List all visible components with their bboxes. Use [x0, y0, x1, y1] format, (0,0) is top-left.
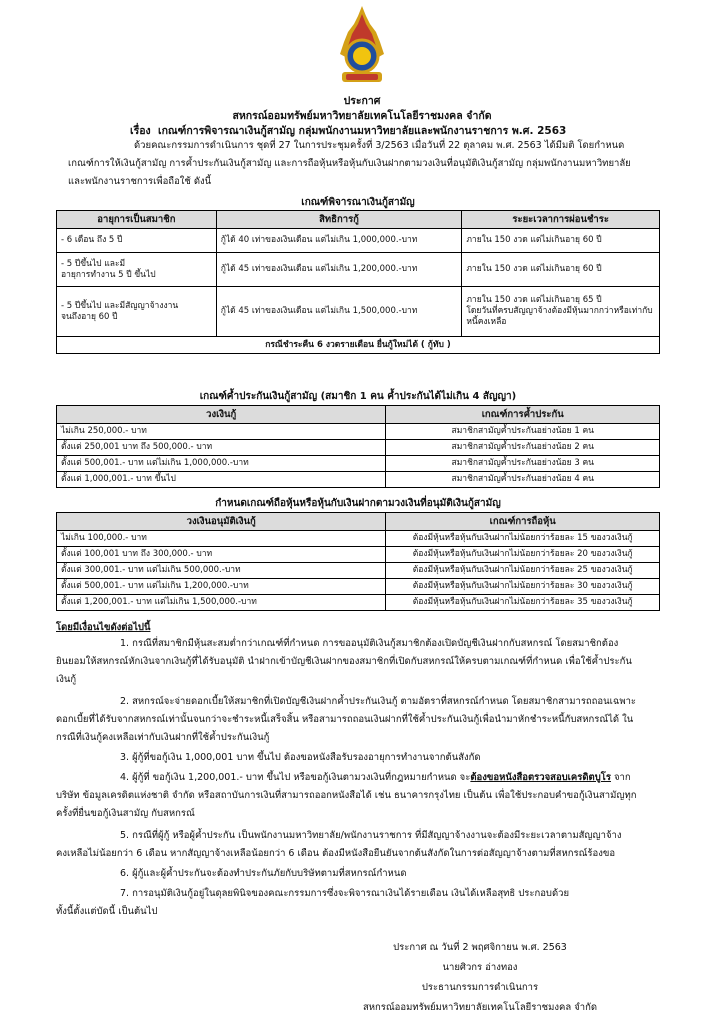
condition-5-line-1: 5. กรณีที่ผู้กู้ หรือผู้ค้ำประกัน เป็นพนักงานมหาวิทยาลัย/พนักงานราชการ ที่มีสัญญาจ้างงานจะต้องมีระยะเวลาตามสัญญาจ้าง: [120, 830, 622, 841]
credit-bureau-emphasis: ต้องขอหนังสือตรวจสอบเครดิตบูโร: [470, 772, 611, 783]
condition-4-line-3: ครั้งที่ยื่นขอกู้เงินสามัญ กับสหกรณ์: [56, 808, 195, 819]
table-row: ตั้งแต่ 100,001 บาท ถึง 300,000.- บาท ต้องมีหุ้นหรือหุ้นกับเงินฝากไม่น้อยกว่าร้อยละ 20 ของวงเงินกู้: [57, 547, 660, 563]
share-holding-table: [56, 512, 660, 611]
conditions-heading: โดยมีเงื่อนไขดังต่อไปนี้: [56, 622, 151, 633]
signature-name: นายศิวกร อ่างทอง: [442, 962, 518, 973]
condition-3: 3. ผู้กู้ที่ขอกู้เงิน 1,000,001 บาท ขึ้นไป ต้องขอหนังสือรับรองอายุการทำงานจากต้นสังกัด: [120, 752, 481, 763]
condition-2-line-2: ดอกเบี้ยที่ได้รับจากสหกรณ์เท่านั้นจนกว่าจะชำระหนี้เสร็จสิ้น หรือสามารถถอนเงินฝากที่ใช้ค้ำประกันเงินกู้เพื่อนำมาหักชำระหนี้กับสหกรณ์ได้ ใน: [56, 714, 634, 725]
table-cell: - 5 ปีขึ้นไป และมี อายุการทำงาน 5 ปี ขึ้นไป: [57, 253, 217, 287]
table-cell: ภายใน 150 งวด แต่ไม่เกินอายุ 60 ปี: [462, 253, 660, 287]
table-row: ไม่เกิน 100,000.- บาท ต้องมีหุ้นหรือหุ้นกับเงินฝากไม่น้อยกว่าร้อยละ 15 ของวงเงินกู้: [57, 531, 660, 547]
signature-date: ประกาศ ณ วันที่ 2 พฤศจิกายน พ.ศ. 2563: [393, 942, 567, 953]
table-row: ตั้งแต่ 1,000,001.- บาท ขึ้นไป สมาชิกสามัญค้ำประกันอย่างน้อย 4 คน: [57, 472, 660, 488]
table1-header-membership: อายุการเป็นสมาชิก: [57, 211, 217, 229]
table-row: [57, 287, 660, 337]
subject-line: [130, 122, 566, 139]
table3-header-amount: วงเงินอนุมัติเงินกู้: [57, 513, 386, 531]
loan-criteria-table: [56, 210, 660, 354]
table3-header-shares: เกณฑ์การถือหุ้น: [386, 513, 660, 531]
table1-footer: กรณีชำระคืน 6 งวดรายเดือน ยื่นกู้ใหม่ได้ ( กู้ทับ ): [57, 337, 660, 354]
condition-5-line-2: คงเหลือไม่น้อยกว่า 6 เดือน หากสัญญาจ้างเหลือน้อยกว่า 6 เดือน ต้องมีหนังสือยืนยันจากต้นสังกัดในการต่อสัญญาจ้างตามที่สหกรณ์ร้องขอ: [56, 848, 616, 859]
intro-line-2: เกณฑ์การให้เงินกู้สามัญ การค้ำประกันเงินกู้สามัญ และการถือหุ้นหรือหุ้นกับเงินฝากตามวงเงินที่อนุมัติเงินกู้สามัญ กลุ่มพนักงานมหาวิทยาลัย: [68, 158, 631, 169]
table-row: ตั้งแต่ 500,001.- บาท แต่ไม่เกิน 1,000,000.-บาท สมาชิกสามัญค้ำประกันอย่างน้อย 3 คน: [57, 456, 660, 472]
subject-label: เรื่อง: [130, 125, 151, 137]
table-cell: ภายใน 150 งวด แต่ไม่เกินอายุ 65 ปี โดยวันที่ครบสัญญาจ้างต้องมีหุ้นมากกว่าหรือเท่ากับ หนี้คงเหลือ: [462, 287, 660, 337]
table2-header-amount: วงเงินกู้: [57, 406, 386, 424]
cooperative-emblem: [336, 6, 388, 90]
condition-6: 6. ผู้กู้และผู้ค้ำประกันจะต้องทำประกันภัยกับบริษัทตามที่สหกรณ์กำหนด: [120, 868, 407, 879]
table-row: ตั้งแต่ 300,001.- บาท แต่ไม่เกิน 500,000.-บาท ต้องมีหุ้นหรือหุ้นกับเงินฝากไม่น้อยกว่าร้อยละ 25 ของวงเงินกู้: [57, 563, 660, 579]
page-title: ประกาศ: [343, 95, 381, 107]
table-cell: - 6 เดือน ถึง 5 ปี: [57, 229, 217, 253]
table-row: ตั้งแต่ 1,200,001.- บาท แต่ไม่เกิน 1,500,000.-บาท ต้องมีหุ้นหรือหุ้นกับเงินฝากไม่น้อยกว่าร้อยละ 35 ของวงเงินกู้: [57, 595, 660, 611]
condition-1-line-1: 1. กรณีที่สมาชิกมีหุ้นสะสมต่ำกว่าเกณฑ์ที่กำหนด การขออนุมัติเงินกู้สมาชิกต้องเปิดบัญชีเงินฝากกับสหกรณ์ โดยสมาชิกต้อง: [120, 638, 619, 649]
table-cell: กู้ได้ 40 เท่าของเงินเดือน แต่ไม่เกิน 1,000,000.-บาท: [216, 229, 462, 253]
signature-org: สหกรณ์ออมทรัพย์มหาวิทยาลัยเทคโนโลยีราชมงคล จำกัด: [362, 1002, 598, 1013]
table-row: ตั้งแต่ 500,001.- บาท แต่ไม่เกิน 1,200,000.-บาท ต้องมีหุ้นหรือหุ้นกับเงินฝากไม่น้อยกว่าร้อยละ 30 ของวงเงินกู้: [57, 579, 660, 595]
table-cell: - 5 ปีขึ้นไป และมีสัญญาจ้างงาน จนถึงอายุ 60 ปี: [57, 287, 217, 337]
emblem-icon: [336, 6, 388, 90]
table2-title: เกณฑ์ค้ำประกันเงินกู้สามัญ (สมาชิก 1 คน ค้ำประกันได้ไม่เกิน 4 สัญญา): [199, 391, 517, 402]
condition-7-line-2: ทั้งนี้ตั้งแต่บัดนี้ เป็นต้นไป: [56, 906, 158, 917]
condition-1-line-3: เงินกู้: [56, 674, 77, 685]
table-row: [57, 253, 660, 287]
condition-2-line-3: กรณีที่เงินกู้คงเหลือเท่ากับเงินฝากที่ใช้ค้ำประกันเงินกู้: [56, 732, 270, 743]
table-row: [57, 229, 660, 253]
table-row: ไม่เกิน 250,000.- บาท สมาชิกสามัญค้ำประกันอย่างน้อย 1 คน: [57, 424, 660, 440]
table-cell: กู้ได้ 45 เท่าของเงินเดือน แต่ไม่เกิน 1,500,000.-บาท: [216, 287, 462, 337]
condition-7-line-1: 7. การอนุมัติเงินกู้อยู่ในดุลยพินิจของคณะกรรมการซึ่งจะพิจารณาเงินได้รายเดือน เงินได้เหลือสุทธิ ประกอบด้วย: [120, 888, 570, 899]
table1-title: เกณฑ์พิจารณาเงินกู้สามัญ: [301, 197, 415, 208]
table1-header-rights: สิทธิการกู้: [216, 211, 462, 229]
intro-line-3: และพนักงานราชการเพื่อถือใช้ ดังนี้: [68, 176, 212, 187]
signature-position: ประธานกรรมการดำเนินการ: [421, 982, 539, 993]
org-name: สหกรณ์ออมทรัพย์มหาวิทยาลัยเทคโนโลยีราชมงคล จำกัด: [232, 110, 492, 122]
condition-4-line-2: บริษัท ข้อมูลเครดิตแห่งชาติ จำกัด หรือสถาบันการเงินที่สามารถออกหนังสือได้ เช่น ธนาคารกรุงไทย เป็นต้น เพื่อใช้ประกอบคำขอกู้เงินสามัญทุก: [56, 790, 637, 801]
subject-text: เกณฑ์การพิจารณาเงินกู้สามัญ กลุ่มพนักงานมหาวิทยาลัยและพนักงานราชการ พ.ศ. 2563: [157, 125, 567, 137]
condition-4-line-1: 4. ผู้กู้ที่ ขอกู้เงิน 1,200,001.- บาท ขึ้นไป หรือขอกู้เงินตามวงเงินที่กฎหมายกำหนด จะต้องขอหนังสือตรวจสอบเครดิตบูโร จาก: [120, 772, 631, 783]
table1-header-repayment: ระยะเวลาการผ่อนชำระ: [462, 211, 660, 229]
guarantor-criteria-table: [56, 405, 660, 488]
table-row: ตั้งแต่ 250,001 บาท ถึง 500,000.- บาท สมาชิกสามัญค้ำประกันอย่างน้อย 2 คน: [57, 440, 660, 456]
table-cell: กู้ได้ 45 เท่าของเงินเดือน แต่ไม่เกิน 1,200,000.-บาท: [216, 253, 462, 287]
intro-line-1: ด้วยคณะกรรมการดำเนินการ ชุดที่ 27 ในการประชุมครั้งที่ 3/2563 เมื่อวันที่ 22 ตุลาคม พ.ศ. 2563 ได้มีมติ โดยกำหนด: [134, 140, 625, 151]
table2-header-guarantee: เกณฑ์การค้ำประกัน: [386, 406, 660, 424]
table-cell: ภายใน 150 งวด แต่ไม่เกินอายุ 60 ปี: [462, 229, 660, 253]
condition-1-line-2: ยินยอมให้สหกรณ์หักเงินจากเงินกู้ที่ได้รับอนุมัติ นำฝากเข้าบัญชีเงินฝากของสมาชิกที่เปิดกับสหกรณ์ให้ครบตามเกณฑ์ที่กำหนด เพื่อใช้ค้ำประกัน: [56, 656, 632, 667]
table3-title: กำหนดเกณฑ์ถือหุ้นหรือหุ้นกับเงินฝากตามวงเงินที่อนุมัติเงินกู้สามัญ: [215, 498, 501, 509]
condition-2-line-1: 2. สหกรณ์จะจ่ายดอกเบี้ยให้สมาชิกที่เปิดบัญชีเงินฝากค้ำประกันเงินกู้ ตามอัตราที่สหกรณ์กำหนด โดยสมาชิกสามารถถอนเฉพาะ: [120, 696, 637, 707]
